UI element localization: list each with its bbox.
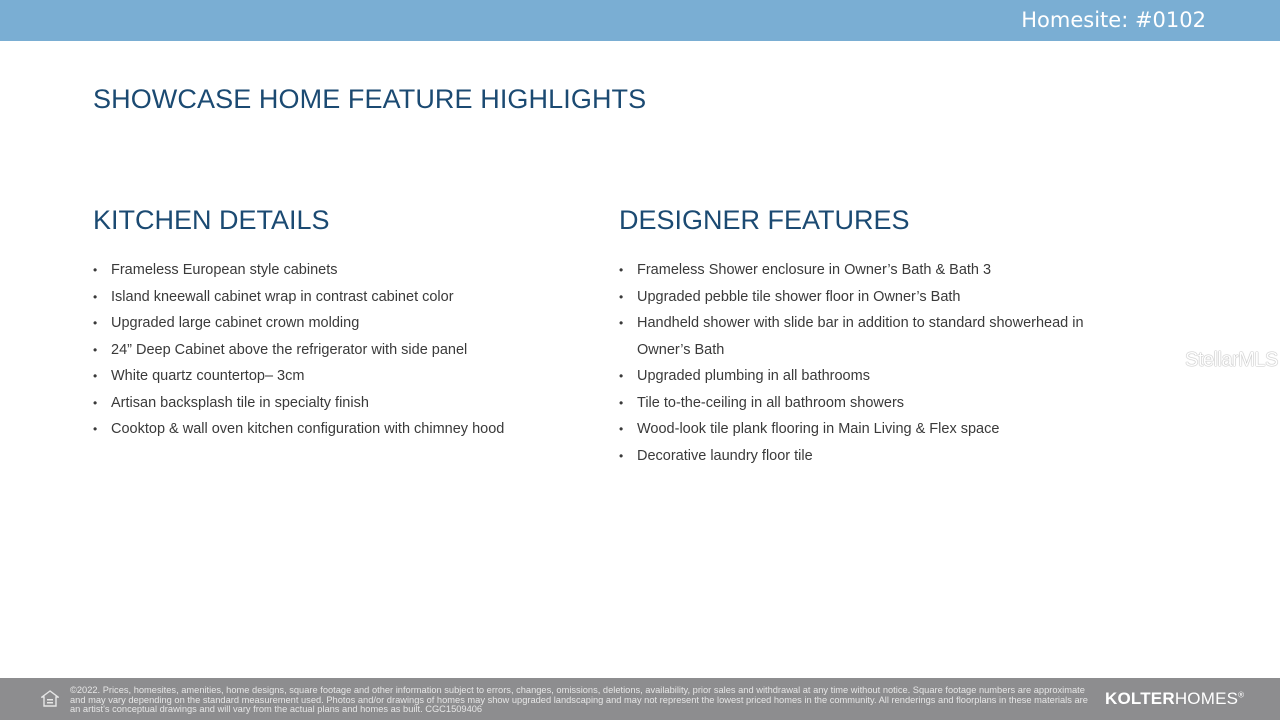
list-item: • White quartz countertop– 3cm [93, 363, 573, 390]
list-item: • Cooktop & wall oven kitchen configuration with chimney hood [93, 416, 573, 443]
kolter-homes-logo [1105, 689, 1244, 709]
list-item: • Upgraded plumbing in all bathrooms [619, 363, 1119, 390]
kitchen-details-list [93, 257, 573, 443]
list-item: • Decorative laundry floor tile [619, 443, 1119, 470]
list-item: • Handheld shower with slide bar in addition to standard showerhead in Owner’s Bath [619, 310, 1119, 363]
list-item: • 24” Deep Cabinet above the refrigerator with side panel [93, 337, 573, 364]
list-item: • Island kneewall cabinet wrap in contrast cabinet color [93, 284, 573, 311]
kitchen-details-heading: KITCHEN DETAILS [93, 205, 330, 235]
stellar-mls-watermark: StellarMLS [1185, 349, 1278, 371]
legal-disclaimer: ©2022. Prices, homesites, amenities, home designs, square footage and other information subject to errors, changes, omissions, deletions, availability, prior sales and withdrawal at any time without notice. Square footage numbers are approximate and may vary depending on the standard measurement used. Photos and/or drawings of homes may show upgraded landscaping and may not represent the lowest priced homes in the community. All renderings and floorplans in these materials are an artist's conceptual drawings and will vary from the actual plans and homes as built. CGC1509406 [70, 685, 1088, 714]
equal-housing-icon [41, 690, 59, 708]
list-item: • Wood-look tile plank flooring in Main Living & Flex space [619, 416, 1119, 443]
designer-features-heading: DESIGNER FEATURES [619, 205, 910, 235]
list-item: • Artisan backsplash tile in specialty finish [93, 390, 573, 417]
list-item: • Frameless European style cabinets [93, 257, 573, 284]
kitchen-details-section [93, 205, 573, 443]
page-title: SHOWCASE HOME FEATURE HIGHLIGHTS [93, 84, 647, 114]
list-item: • Upgraded pebble tile shower floor in Owner’s Bath [619, 284, 1119, 311]
brand-bold: KOLTER [1105, 689, 1175, 708]
homesite-label: Homesite: #0102 [1021, 8, 1206, 32]
brand-regular: HOMES [1174, 689, 1239, 708]
designer-features-section [619, 205, 1119, 469]
list-item: • Frameless Shower enclosure in Owner’s Bath & Bath 3 [619, 257, 1119, 284]
list-item: • Tile to-the-ceiling in all bathroom showers [619, 390, 1119, 417]
registered-mark: ® [1238, 690, 1245, 700]
designer-features-list [619, 257, 1119, 469]
list-item: • Upgraded large cabinet crown molding [93, 310, 573, 337]
